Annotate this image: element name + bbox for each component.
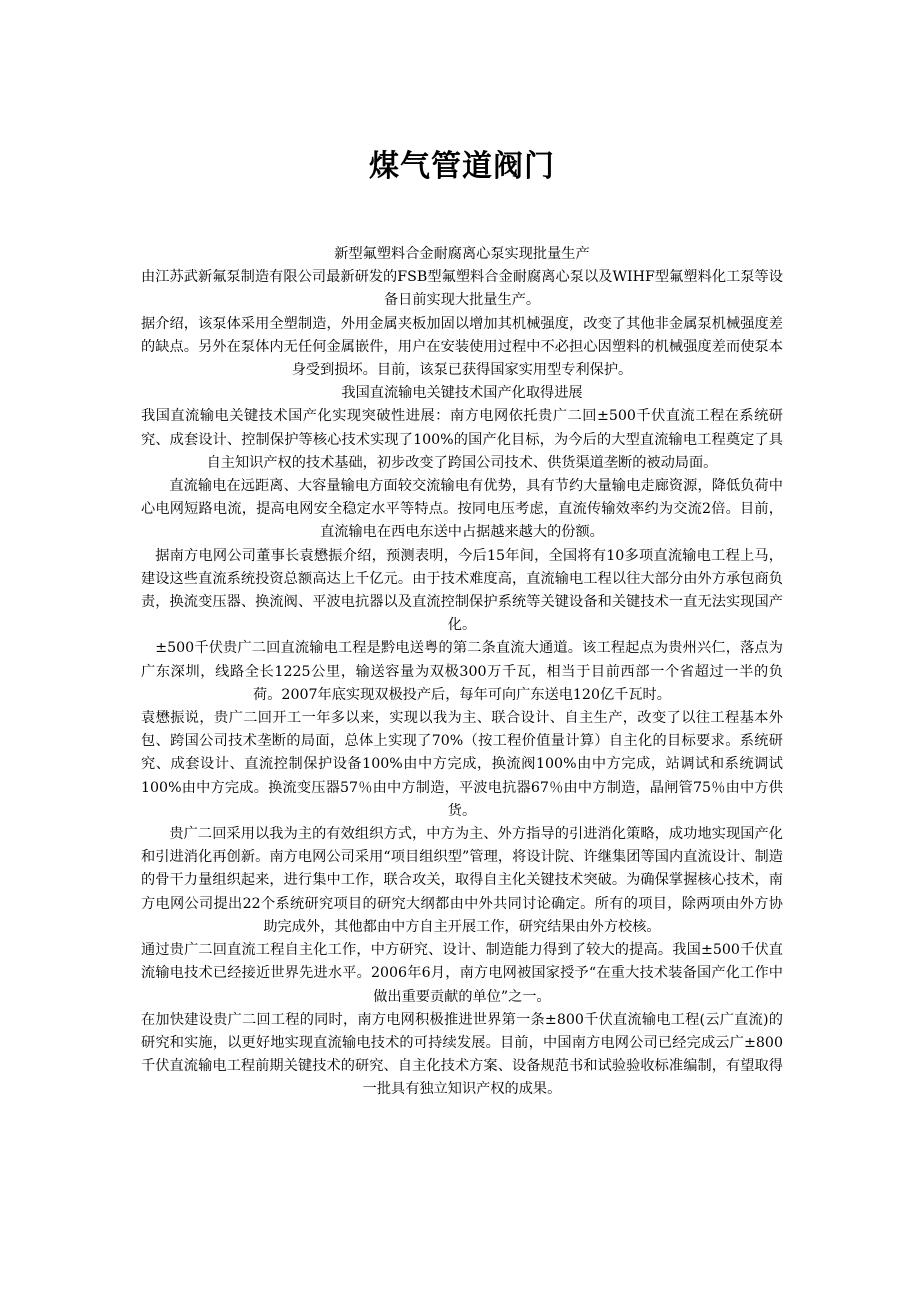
paragraph-capability-improvement: 通过贵广二回直流工程自主化工作，中方研究、设计、制造能力得到了较大的提高。我国±500千伏直流输电技术已经接近世界先进水平。2006年6月，南方电网被国家授予“在重大技术装备国产化工作中做出重要贡献的单位”之一。 [141,942,783,1005]
document-body [141,243,783,1102]
paragraph-dc-breakthrough: 我国直流输电关键技术国产化实现突破性进展：南方电网依托贵广二回±500千伏直流工程在系统研究、成套设计、控制保护等核心技术实现了100%的国产化目标，为今后的大型直流输电工程奠定了具自主知识产权的技术基础，初步改变了跨国公司技术、供货渠道垄断的被动局面。 [141,408,783,471]
paragraph-chairman-introduction: 据南方电网公司董事长袁懋振介绍，预测表明，今后15年间，全国将有10多项直流输电工程上马，建设这些直流系统投资总额高达上千亿元。由于技术难度高，直流输电工程以往大部分由外方承包商负责，换流变压器、换流阀、平波电抗器以及直流控制保护系统等关键设备和关键技术一直无法实现国产化。 [141,547,783,634]
section-heading-fluoroplastic-pump: 新型氟塑料合金耐腐离心泵实现批量生产 [334,246,590,262]
section-heading-dc-transmission: 我国直流输电关键技术国产化取得进展 [341,385,583,402]
paragraph-guiguang-project: ±500千伏贵广二回直流输电工程是黔电送粤的第二条直流大通道。该工程起点为贵州兴仁，落点为广东深圳，线路全长1225公里，输送容量为双极300万千瓦，相当于目前西部一个省超过一半的负荷。2007年底实现双极投产后，每年可向广东送电120亿千瓦时。 [141,640,783,703]
paragraph-organization-method: 贵广二回采用以我为主的有效组织方式，中方为主、外方指导的引进消化策略，成功地实现国产化和引进消化再创新。南方电网公司采用“项目组织型”管理，将设计院、许继集团等国内直流设计、制造的骨干力量组织起来，进行集中工作，联合攻关，取得自主化关键技术突破。为确保掌握核心技术，南方电网公司提出22个系统研究项目的研究大纲都由中外共同讨论确定。所有的项目，除两项由外方协助完成外，其他都由中方自主开展工作，研究结果由外方校核。 [141,826,783,935]
paragraph-800kv-project: 在加快建设贵广二回工程的同时，南方电网积极推进世界第一条±800千伏直流输电工程(云广直流)的研究和实施，以更好地实现直流输电技术的可持续发展。目前，中国南方电网公司已经完成云广±800千伏直流输电工程前期关键技术的研究、自主化技术方案、设备规范书和试验验收标准编制，有望取得一批具有独立知识产权的成果。 [141,1011,783,1098]
paragraph-dc-advantages: 直流输电在远距离、大容量输电方面较交流输电有优势，具有节约大量输电走廊资源，降低负荷中心电网短路电流，提高电网安全稳定水平等特点。按同电压考虑，直流传输效率约为交流2倍。目前，直流输电在西电东送中占据越来越大的份额。 [141,478,783,541]
paragraph-localization-results: 袁懋振说，贵广二回开工一年多以来，实现以我为主、联合设计、自主生产，改变了以往工程基本外包、跨国公司技术垄断的局面，总体上实现了70%（按工程价值量计算）自主化的目标要求。系统研究、成套设计、直流控制保护设备100%由中方完成，换流阀100%由中方完成，站调试和系统调试100%由中方完成。换流变压器57％由中方制造，平波电抗器67％由中方制造，晶闸管75％由中方供货。 [141,710,783,819]
document-title: 煤气管道阀门 [369,149,555,184]
paragraph-pump-introduction: 据介绍，该泵体采用全塑制造，外用金属夹板加固以增加其机械强度，改变了其他非金属泵机械强度差的缺点。另外在泵体内无任何金属嵌件，用户在安装使用过程中不必担心因塑料的机械强度差而使泵本身受到损坏。目前，该泵已获得国家实用型专利保护。 [141,315,783,379]
paragraph-pump-production: 由江苏武新氟泵制造有限公司最新研发的FSB型氟塑料合金耐腐离心泵以及WIHF型氟塑料化工泵等设备日前实现大批量生产。 [141,269,783,309]
